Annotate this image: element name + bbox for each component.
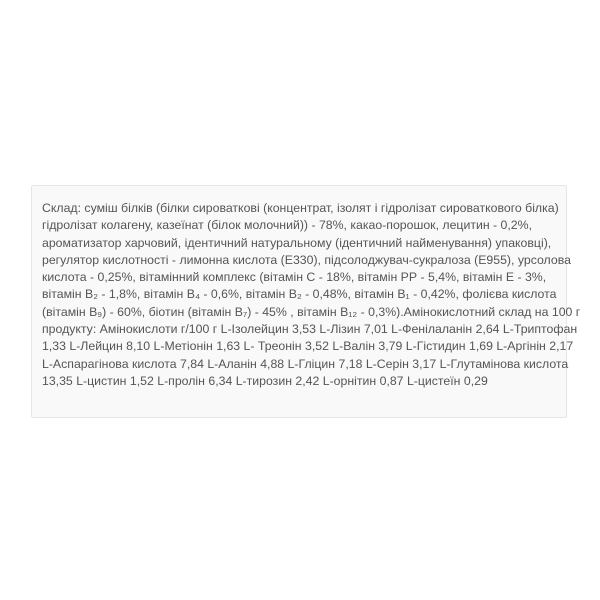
composition-line-10: L-Аспарагінова кислота 7,84 L-Аланін 4,88 L-Гліцин 7,18 L-Серін 3,17 L-Глутамінова кислота — [42, 356, 569, 371]
composition-text — [42, 200, 581, 390]
composition-box — [31, 185, 581, 418]
composition-line-6: вітамін В₂ - 1,8%, вітамін В₄ - 0,6%, вітамін В₂ - 0,48%, вітамін В₁ - 0,42%, фолієва кислота — [42, 287, 557, 302]
composition-line-7: (вітамін В₉) - 60%, біотин (вітамін В₇) - 45% , вітамін В₁₂ - 0,3%).Амінокислотний склад на 100 г — [42, 304, 581, 319]
composition-line-8: продукту: Амінокислоти г/100 г L-Ізолейцин 3,53 L-Лізин 7,01 L-Фенілаланін 2,64 L-Триптофан — [42, 322, 578, 337]
composition-line-1: Склад: суміш білків (білки сироваткові (концентрат, ізолят і гідролізат сироваткового білка) — [42, 201, 559, 215]
composition-line-11: 13,35 L-цистин 1,52 L-пролін 6,34 L-тирозин 2,42 L-орнітин 0,87 L-цистеїн 0,29 — [42, 373, 488, 388]
composition-line-4: регулятор кислотності - лимонна кислота (E330), підсолоджувач-сукралоза (E955), урсолова — [42, 252, 571, 267]
composition-line-9: 1,33 L-Лейцин 8,10 L-Метіонін 1,63 L- Треонін 3,52 L-Валін 3,79 L-Гістидин 1,69 L-Аргінін 2,17 — [42, 339, 574, 354]
composition-line-2: гідролізат колагену, казеїнат (білок молочний)) - 78%, какао-порошок, лецитин - 0,2%, — [42, 218, 532, 233]
composition-line-5: кислота - 0,25%, вітамінний комплекс (вітамін С - 18%, вітамін РР - 5,4%, вітамін Е - 3%, — [42, 270, 547, 285]
composition-line-3: ароматизатор харчовий, ідентичний натуральному (ідентичний найменування) упаковці), — [42, 235, 552, 250]
